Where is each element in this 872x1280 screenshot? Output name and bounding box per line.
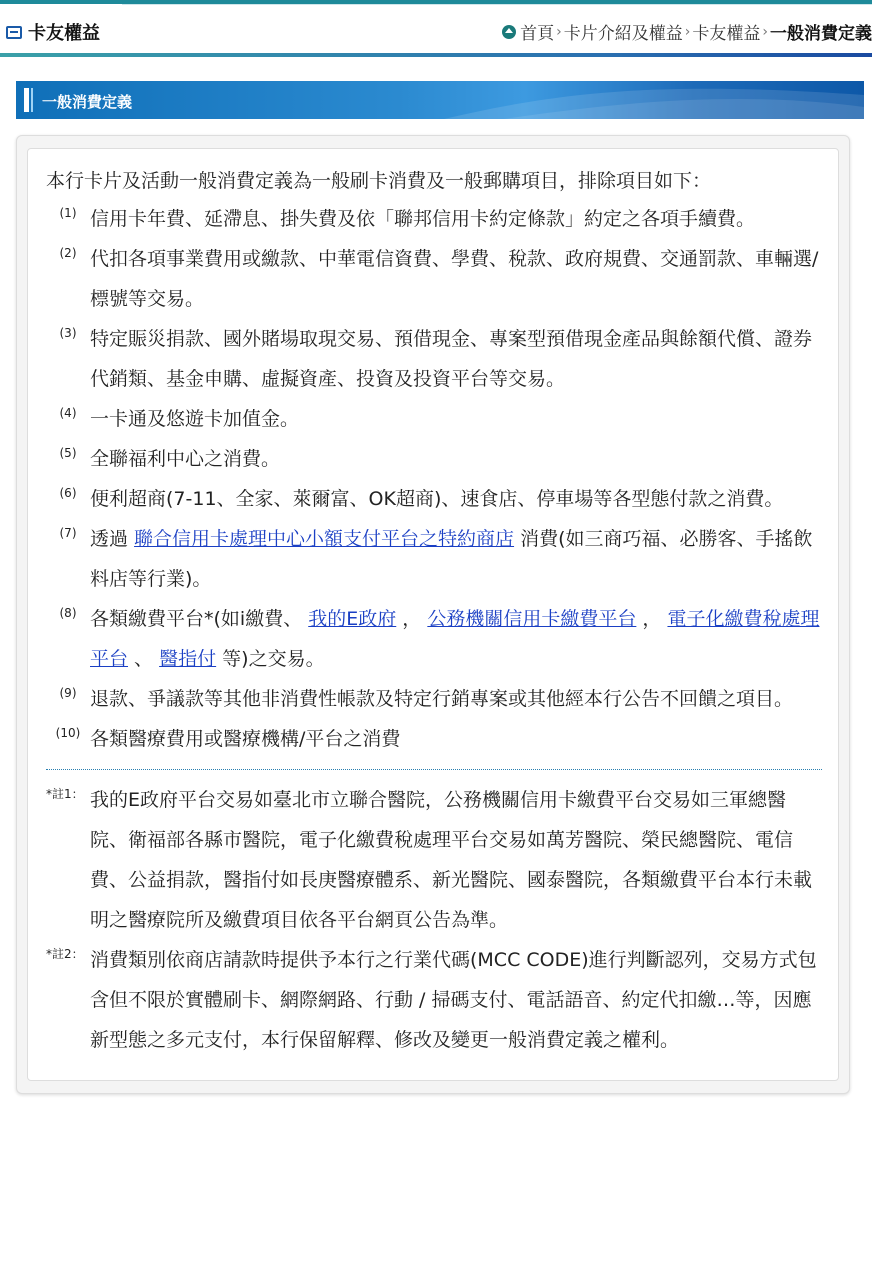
breadcrumb-current: 一般消費定義 bbox=[770, 24, 872, 44]
section-wave-decoration bbox=[444, 81, 864, 119]
note-text: 我的E政府平台交易如臺北市立聯合醫院，公務機關信用卡繳費平台交易如三軍總醫院、衛福部各縣市醫院，電子化繳費稅處理平台交易如萬芳醫院、榮民總醫院、電信費、公益捐款，醫指付如長庚醫療體系、新光醫院、國泰醫院，各類繳費平台本行未載明之醫療院所及繳費項目依各平台網頁公告為準。 bbox=[90, 789, 813, 931]
home-icon[interactable] bbox=[502, 25, 516, 39]
breadcrumb-home[interactable]: 首頁 bbox=[520, 24, 555, 44]
link-e-tax-payment-platform[interactable]: 電子化繳費稅處理平台 bbox=[90, 608, 820, 670]
list-item bbox=[46, 479, 822, 519]
item-number: (4) bbox=[59, 406, 77, 420]
breadcrumb-separator: › bbox=[684, 23, 691, 40]
item-text: 信用卡年費、延滯息、掛失費及依「聯邦信用卡約定條款」約定之各項手續費。 bbox=[90, 208, 756, 230]
list-item bbox=[46, 519, 822, 599]
list-item bbox=[46, 199, 822, 239]
note-1 bbox=[46, 780, 822, 940]
item-text: 特定賑災捐款、國外賭場取現交易、預借現金、專案型預借現金產品與餘額代償、證券代銷類、基金申購、虛擬資產、投資及投資平台等交易。 bbox=[90, 328, 813, 390]
item-text: 代扣各項事業費用或繳款、中華電信資費、學費、稅款、政府規費、交通罰款、車輛選/標號等交易。 bbox=[90, 248, 819, 310]
exclusion-list bbox=[46, 199, 822, 759]
link-my-e-government[interactable]: 我的E政府 bbox=[308, 608, 397, 630]
list-item bbox=[46, 439, 822, 479]
page-title bbox=[6, 19, 100, 45]
item-number: (10) bbox=[55, 726, 81, 740]
item-text-sep: ， bbox=[396, 608, 428, 630]
item-number: (2) bbox=[59, 246, 77, 260]
item-text: 退款、爭議款等其他非消費性帳款及特定行銷專案或其他經本行公告不回饋之項目。 bbox=[90, 688, 794, 710]
note-label: *註1： bbox=[46, 787, 84, 801]
breadcrumb-cardholder-rights[interactable]: 卡友權益 bbox=[692, 24, 761, 44]
item-number: (9) bbox=[59, 686, 77, 700]
list-item bbox=[46, 679, 822, 719]
item-text: 全聯福利中心之消費。 bbox=[90, 448, 281, 470]
link-medical-payment[interactable]: 醫指付 bbox=[159, 648, 217, 670]
item-text-post: 等)之交易。 bbox=[216, 648, 325, 670]
section-marker bbox=[24, 88, 29, 112]
item-number: (7) bbox=[59, 526, 77, 540]
content-panel bbox=[16, 135, 850, 1094]
breadcrumb-card-intro[interactable]: 卡片介紹及權益 bbox=[563, 24, 683, 44]
item-number: (5) bbox=[59, 446, 77, 460]
list-item bbox=[46, 319, 822, 399]
intro-text: 本行卡片及活動一般消費定義為一般刷卡消費及一般郵購項目，排除項目如下： bbox=[46, 170, 712, 192]
page-title-text: 卡友權益 bbox=[28, 23, 100, 44]
item-text-sep: ， bbox=[636, 608, 668, 630]
note-text: 消費類別依商店請款時提供予本行之行業代碼(MCC CODE)進行判斷認列，交易方式包含但不限於實體刷卡、網際網路、行動 / 掃碼支付、電話語音、約定代扣繳…等，因應新型態之多元支付，本行保留解釋、修改及變更一般消費定義之權利。 bbox=[90, 949, 817, 1051]
breadcrumb bbox=[502, 19, 872, 44]
link-nccc-micropayment-merchants[interactable]: 聯合信用卡處理中心小額支付平台之特約商店 bbox=[134, 528, 515, 550]
note-2 bbox=[46, 940, 822, 1060]
list-item bbox=[46, 719, 822, 759]
breadcrumb-separator: › bbox=[762, 23, 768, 40]
section-header bbox=[16, 81, 864, 119]
list-item bbox=[46, 599, 822, 679]
section-title: 一般消費定義 bbox=[42, 93, 133, 111]
item-text-sep: 、 bbox=[128, 648, 160, 670]
item-number: (6) bbox=[59, 486, 77, 500]
item-number: (3) bbox=[59, 326, 77, 340]
item-text-pre: 透過 bbox=[90, 528, 135, 550]
item-text: 便利超商(7-11、全家、萊爾富、OK超商)、速食店、停車場等各型態付款之消費。 bbox=[90, 488, 784, 510]
item-text-pre: 各類繳費平台*(如i繳費、 bbox=[90, 608, 309, 630]
card-icon bbox=[6, 26, 22, 39]
item-text: 一卡通及悠遊卡加值金。 bbox=[90, 408, 300, 430]
notes-divider bbox=[46, 769, 822, 770]
list-item bbox=[46, 399, 822, 439]
content-card bbox=[27, 148, 839, 1081]
item-number: (8) bbox=[59, 606, 77, 620]
breadcrumb-separator: › bbox=[556, 23, 562, 40]
item-text: 各類醫療費用或醫療機構/平台之消費 bbox=[90, 728, 401, 750]
header-divider bbox=[0, 53, 872, 57]
list-item bbox=[46, 239, 822, 319]
link-government-card-payment-platform[interactable]: 公務機關信用卡繳費平台 bbox=[427, 608, 637, 630]
item-text-post: 消費(如三商巧福、必勝客、手搖飲料店等行業)。 bbox=[90, 528, 813, 590]
note-label: *註2： bbox=[46, 947, 84, 961]
page-header bbox=[0, 5, 872, 53]
item-number: (1) bbox=[59, 206, 77, 220]
